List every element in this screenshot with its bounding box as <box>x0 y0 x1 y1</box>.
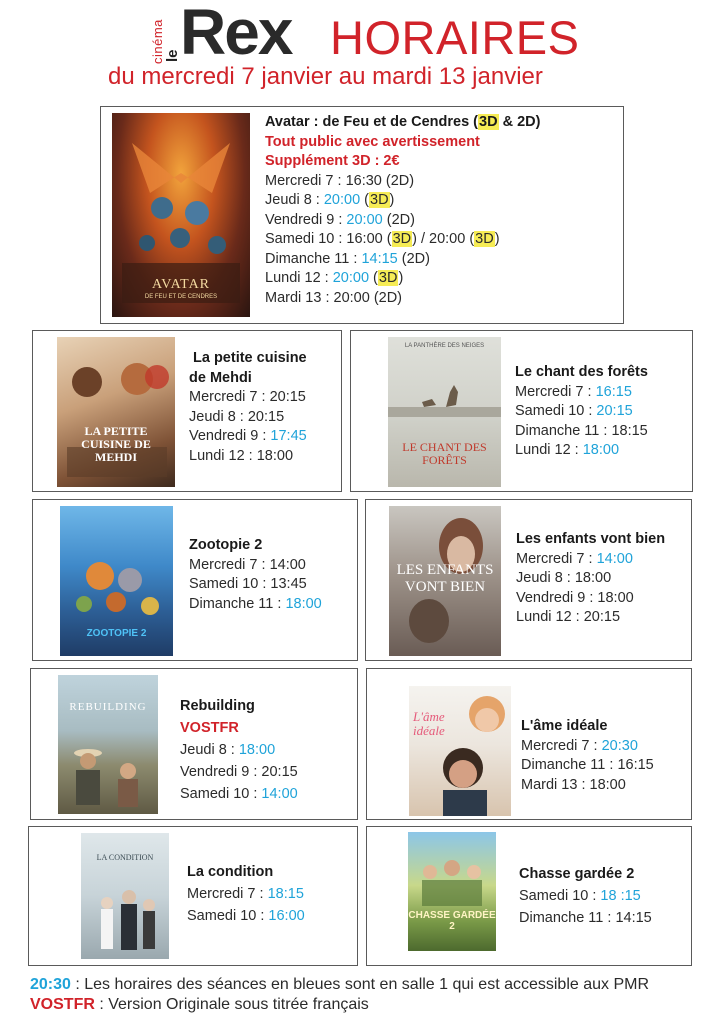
logo-rex-text: Rex <box>180 0 292 68</box>
zootopie-poster-title: ZOOTOPIE 2 <box>86 628 147 639</box>
avatar-poster-subtitle: DE FEU ET DE CENDRES <box>144 294 218 300</box>
showtime-row: Dimanche 11 : 14:15 <box>519 910 652 926</box>
zootopie-title: Zootopie 2 <box>189 537 263 553</box>
legend <box>30 975 649 1015</box>
avatar-title: Avatar : de Feu et de Cendres (3D & 2D) <box>265 114 541 130</box>
cinema-logo <box>150 2 310 66</box>
chasse-poster-art <box>408 832 496 951</box>
poster-rebuilding <box>58 675 158 814</box>
showtime-row: Mercredi 7 : 14:00 <box>516 550 633 567</box>
page-title: HORAIRES <box>330 11 580 64</box>
avatar-supplement: Supplément 3D : 2€ <box>265 153 400 169</box>
condition-title: La condition <box>187 864 274 880</box>
ame-poster-art <box>409 686 511 816</box>
showtime-row: Vendredi 9 : 17:45 <box>189 428 307 444</box>
mehdi-poster-art <box>57 337 175 487</box>
rebuilding-info <box>180 695 298 805</box>
showtime-row: Samedi 10 : 18 :15 <box>519 888 641 904</box>
enfants-title: Les enfants vont bien <box>516 531 666 547</box>
showtime-row: Dimanche 11 : 18:15 <box>515 422 648 439</box>
movie-card-enfants <box>365 499 692 661</box>
poster-forets <box>388 337 501 487</box>
movie-card-condition <box>28 826 358 966</box>
showtime-row: Mardi 13 : 18:00 <box>521 776 626 793</box>
date-range: du mercredi 7 janvier au mardi 13 janvier <box>108 63 543 90</box>
showtime-row: Dimanche 11 : 14:15 (2D) <box>265 250 430 267</box>
poster-mehdi <box>57 337 175 487</box>
showtime-row: Lundi 12 : 20:15 <box>516 609 621 625</box>
avatar-info <box>265 113 540 308</box>
avatar-rating: Tout public avec avertissement <box>265 133 480 150</box>
showtime-row: Samedi 10 : 16:00 (3D) / 20:00 (3D) <box>265 231 500 247</box>
chasse-info <box>519 863 652 929</box>
showtime-row: Mercredi 7 : 20:15 <box>189 389 306 405</box>
showtime-row: Lundi 12 : 18:00 <box>189 447 294 464</box>
ame-title: L'âme idéale <box>521 718 608 734</box>
forets-poster-top: LA PANTHÈRE DES NEIGES <box>404 343 485 349</box>
poster-condition <box>81 833 169 959</box>
showtime-row: Jeudi 8 : 20:00 (3D) <box>265 192 395 208</box>
movie-card-forets <box>350 330 693 492</box>
showtime-row: Mercredi 7 : 20:30 <box>521 737 638 754</box>
ame-info <box>521 717 654 795</box>
mehdi-title: La petite cuisine <box>193 350 307 366</box>
logo-cinema-text: cinéma <box>150 19 165 64</box>
showtime-row: Mercredi 7 : 16:30 (2D) <box>265 172 415 189</box>
poster-ame-ideale <box>409 686 511 816</box>
poster-chasse-gardee <box>408 832 496 951</box>
legend-accessible: 20:30 : Les horaires des séances en bleues sont en salle 1 qui est accessible aux PMR <box>30 976 650 993</box>
movie-card-avatar <box>100 106 624 324</box>
showtime-row: Jeudi 8 : 18:00 <box>516 570 612 586</box>
avatar-poster-title: AVATAR <box>151 277 211 292</box>
showtime-row: Lundi 12 : 18:00 <box>515 442 620 458</box>
chasse-poster-title: CHASSE GARDÉE 2 <box>408 910 496 932</box>
mehdi-title-2: de Mehdi <box>189 369 252 386</box>
movie-card-mehdi <box>32 330 342 492</box>
showtime-row: Samedi 10 : 16:00 <box>187 908 305 924</box>
showtime-row: Mardi 13 : 20:00 (2D) <box>265 289 403 306</box>
showtime-row: Jeudi 8 : 18:00 <box>180 742 276 758</box>
showtime-row: Vendredi 9 : 18:00 <box>516 589 634 606</box>
mehdi-poster-title: LA PETITE CUISINE DE MEHDI <box>81 424 151 464</box>
zootopie-info <box>189 536 322 614</box>
chasse-title: Chasse gardée 2 <box>519 866 635 882</box>
showtime-row: Mercredi 7 : 18:15 <box>187 886 304 902</box>
showtime-row: Samedi 10 : 20:15 <box>515 403 633 419</box>
rebuilding-poster-title: REBUILDING <box>69 701 147 713</box>
movie-card-zootopie <box>32 499 358 661</box>
legend-vostfr: VOSTFR : Version Originale sous titrée français <box>30 996 369 1013</box>
showtime-row: Dimanche 11 : 16:15 <box>521 757 654 773</box>
showtime-row: Samedi 10 : 13:45 <box>189 576 307 592</box>
enfants-info <box>516 530 665 628</box>
showtime-row: Lundi 12 : 20:00 (3D) <box>265 270 404 286</box>
showtime-row: Samedi 10 : 14:00 <box>180 786 298 802</box>
movie-card-ame-ideale <box>366 668 692 820</box>
rebuilding-title: Rebuilding <box>180 698 255 714</box>
showtime-row: Mercredi 7 : 14:00 <box>189 556 306 573</box>
movie-card-rebuilding <box>30 668 358 820</box>
showtime-row: Mercredi 7 : 16:15 <box>515 383 632 400</box>
poster-enfants <box>389 506 501 656</box>
forets-title: Le chant des forêts <box>515 364 648 380</box>
condition-poster-art <box>81 833 169 959</box>
forets-info <box>515 363 648 461</box>
rebuilding-vostfr: VOSTFR <box>180 720 239 736</box>
movie-card-chasse-gardee <box>366 826 692 966</box>
rebuilding-poster-art <box>58 675 158 814</box>
condition-info <box>187 861 305 927</box>
poster-zootopie <box>60 506 173 656</box>
ame-poster-title: L'âme idéale <box>413 709 445 738</box>
enfants-poster-title: LES ENFANTS VONT BIEN <box>396 562 494 595</box>
condition-poster-title: LA CONDITION <box>96 853 154 862</box>
mehdi-info <box>189 349 307 466</box>
showtime-row: Vendredi 9 : 20:00 (2D) <box>265 211 415 228</box>
showtime-row: Vendredi 9 : 20:15 <box>180 764 298 780</box>
showtime-row: Dimanche 11 : 18:00 <box>189 595 322 612</box>
poster-avatar <box>112 113 250 317</box>
showtime-row: Jeudi 8 : 20:15 <box>189 408 285 425</box>
logo-le-text: le <box>164 49 181 62</box>
forets-poster-title: LE CHANT DES FORÊTS <box>402 440 487 467</box>
